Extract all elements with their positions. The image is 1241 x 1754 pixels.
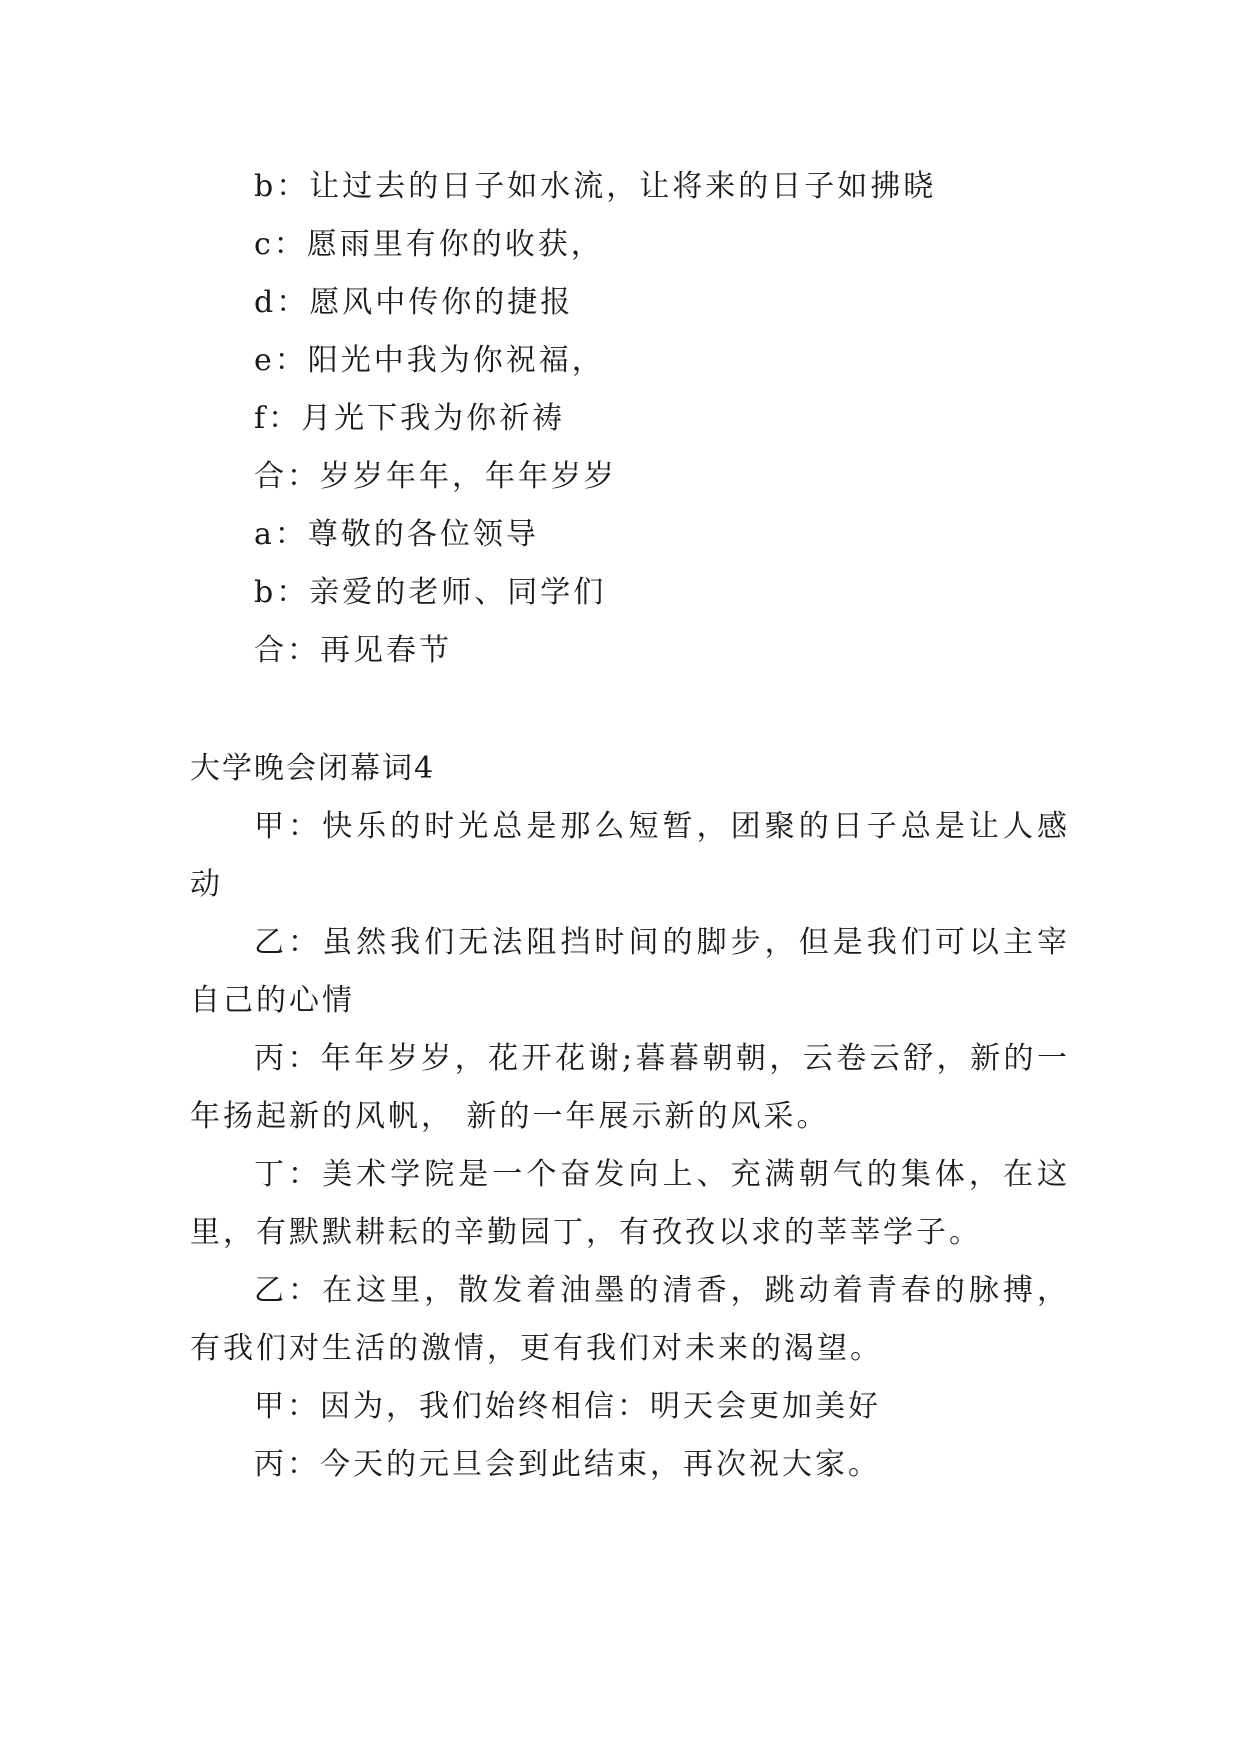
speech-paragraph: 丁：美术学院是一个奋发向上、充满朝气的集体，在这里，有默默耕耘的辛勤园丁，有孜孜以求的莘莘学子。 — [190, 1157, 1070, 1250]
speech-paragraph: 乙：在这里，散发着油墨的清香，跳动着青春的脉搏，有我们对生活的激情，更有我们对未来的渴望。 — [190, 1273, 1070, 1366]
section-title: 大学晚会闭幕词4 — [190, 751, 436, 786]
dialogue-line: b：让过去的日子如水流，让将来的日子如拂晓 — [254, 169, 937, 204]
speech-paragraph: 丙：今天的元旦会到此结束，再次祝大家。 — [254, 1447, 881, 1482]
dialogue-line: 合：岁岁年年，年年岁岁 — [254, 459, 617, 494]
speech-paragraph: 丙：年年岁岁，花开花谢;暮暮朝朝，云卷云舒，新的一年扬起新的风帆， 新的一年展示新的风采。 — [190, 1041, 1070, 1134]
speech-section — [190, 740, 1070, 1494]
dialogue-line: e：阳光中我为你祝福， — [254, 343, 605, 378]
speech-paragraph: 乙：虽然我们无法阻挡时间的脚步，但是我们可以主宰自己的心情 — [190, 925, 1070, 1018]
dialogue-line: b：亲爱的老师、同学们 — [254, 575, 607, 610]
speech-paragraph: 甲：因为，我们始终相信：明天会更加美好 — [254, 1389, 881, 1424]
dialogue-line: 合：再见春节 — [254, 633, 452, 668]
dialogue-line: a：尊敬的各位领导 — [254, 517, 539, 552]
closing-dialogue-list — [190, 158, 1070, 680]
dialogue-line: c：愿雨里有你的收获， — [254, 227, 604, 262]
dialogue-line: d：愿风中传你的捷报 — [254, 285, 574, 320]
dialogue-line: f：月光下我为你祈祷 — [254, 401, 566, 436]
speech-paragraph: 甲：快乐的时光总是那么短暂，团聚的日子总是让人感动 — [190, 809, 1070, 902]
